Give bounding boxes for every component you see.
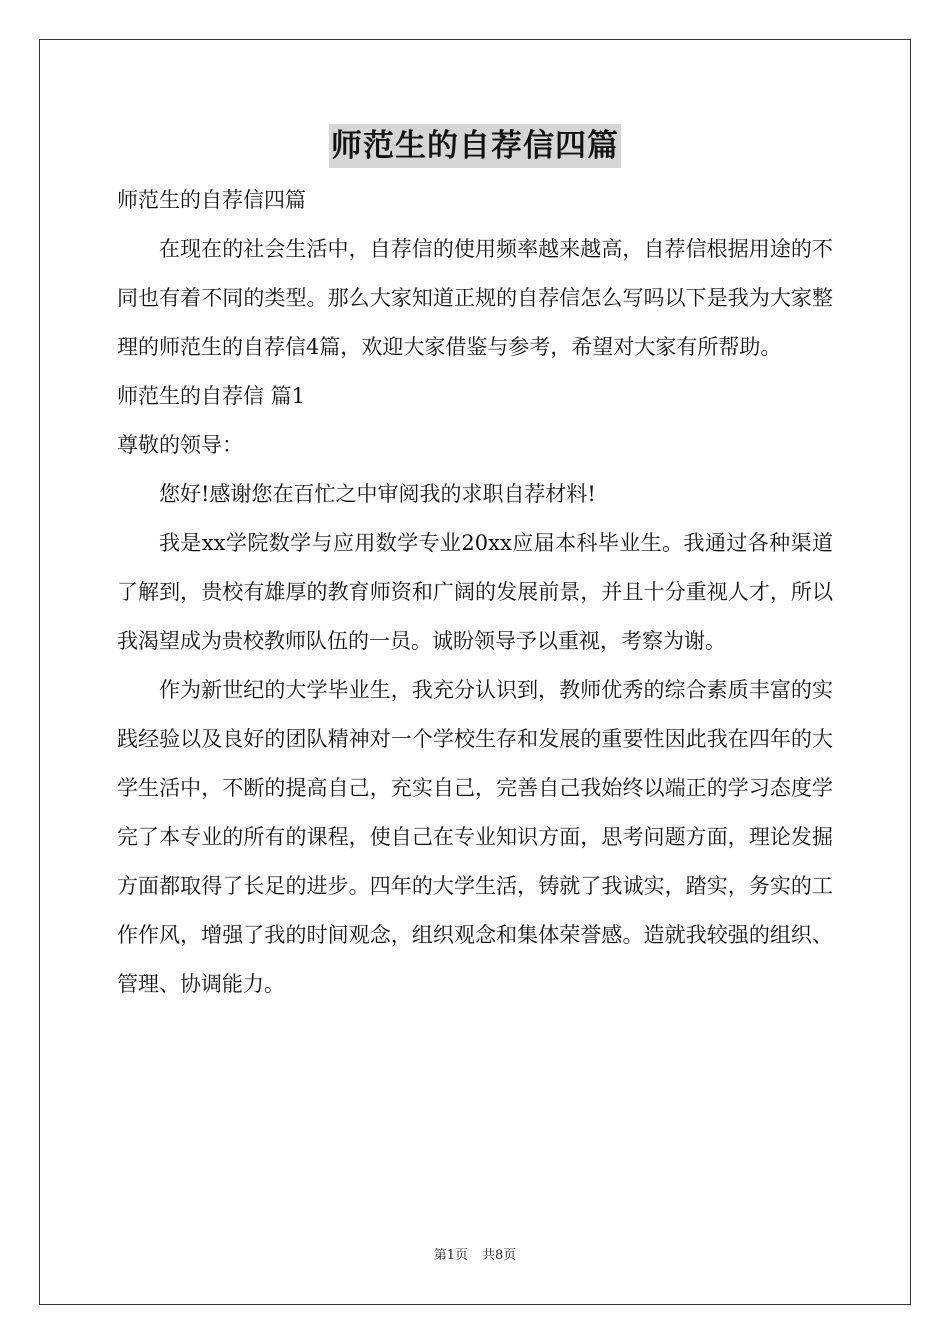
document-title: 师范生的自荐信四篇 [329, 124, 621, 168]
salutation: 尊敬的领导： [117, 433, 243, 457]
title-container [0, 124, 950, 168]
page-footer [0, 1244, 950, 1263]
body-paragraph: 作为新世纪的大学毕业生，我充分认识到，教师优秀的综合素质丰富的实践经验以及良好的团队精神对一个学校生存和发展的重要性因此我在四年的大学生活中，不断的提高自己，充实自己，完善自己我始终以端正的学习态度学完了本专业的所有的课程，使自己在专业知识方面，思考问题方面，理论发掘方面都取得了长足的进步。四年的大学生活，铸就了我诚实，踏实，务实的工作作风，增强了我的时间观念，组织观念和集体荣誉感。造就我较强的组织、管理、协调能力。 [117, 678, 833, 996]
page-number: 第1页 [433, 1248, 468, 1263]
body-paragraph: 我是xx学院数学与应用数学专业20xx应届本科毕业生。我通过各种渠道了解到，贵校有雄厚的教育师资和广阔的发展前景，并且十分重视人才，所以我渴望成为贵校教师队伍的一员。诚盼领导予以重视，考察为谢。 [117, 531, 833, 653]
subtitle-line: 师范生的自荐信四篇 [117, 188, 306, 212]
greeting-paragraph: 您好!感谢您在百忙之中审阅我的求职自荐材料! [159, 482, 596, 506]
intro-paragraph: 在现在的社会生活中，自荐信的使用频率越来越高，自荐信根据用途的不同也有着不同的类型。那么大家知道正规的自荐信怎么写吗以下是我为大家整理的师范生的自荐信4篇，欢迎大家借鉴与参考，希望对大家有所帮助。 [117, 237, 833, 359]
section-heading: 师范生的自荐信 篇1 [117, 384, 306, 408]
document-body [117, 176, 833, 1009]
page-total: 共8页 [482, 1248, 517, 1263]
